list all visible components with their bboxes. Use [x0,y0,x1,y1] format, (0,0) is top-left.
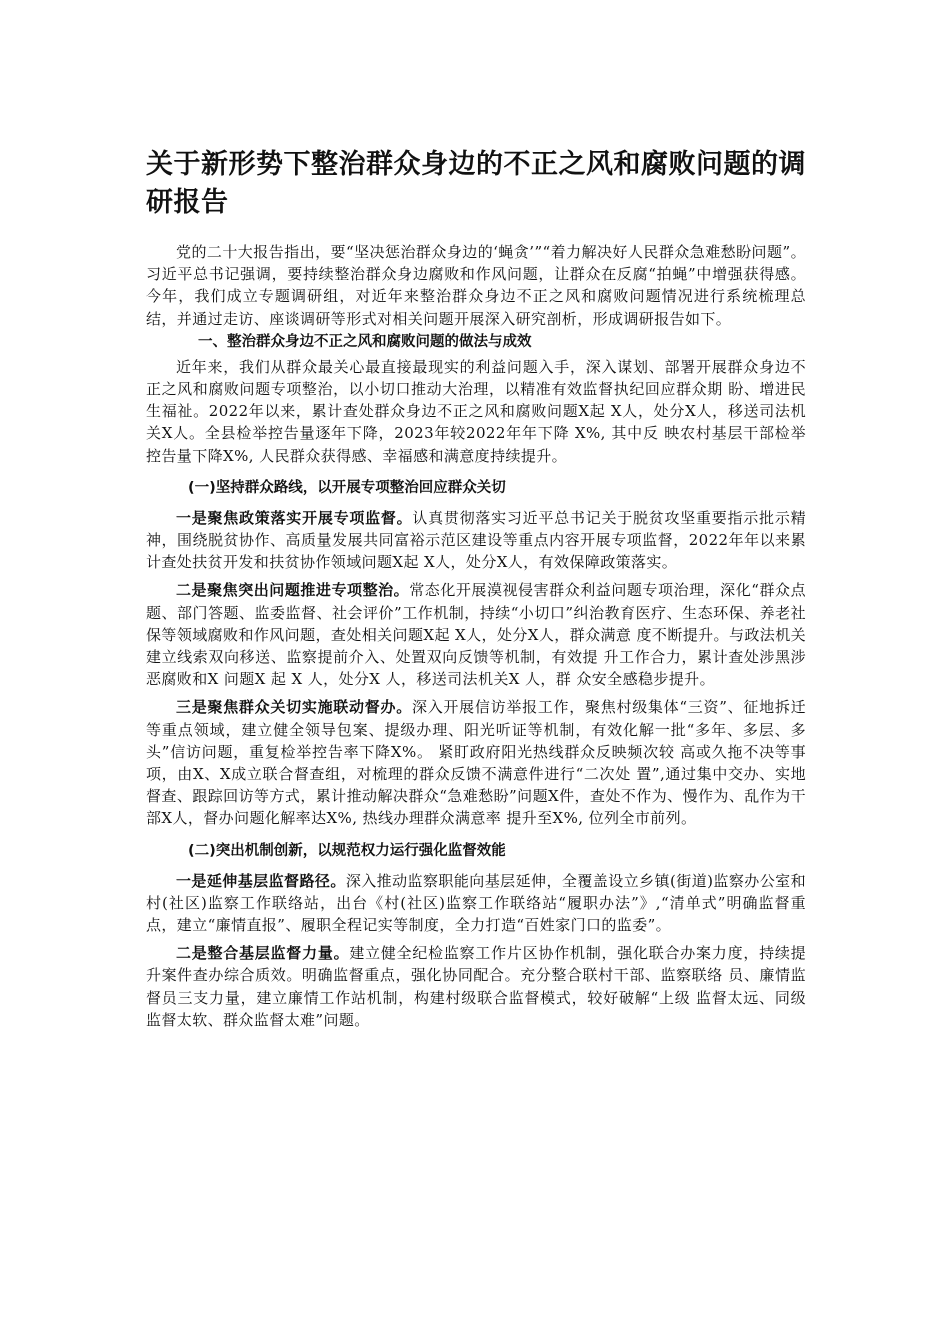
intro-paragraph: 党的二十大报告指出，要“坚决惩治群众身边的‘蝇贪’”“着力解决好人民群众急难愁盼问题”。习近平总书记强调，要持续整治群众身边腐败和作风问题，让群众在反腐“拍蝇”中增强获得感。今年，我们成立专题调研组，对近年来整治群众身边不正之风和腐败问题情况进行系统梳理总结，并通过走访、座谈调研等形式对相关问题开展深入研究剖析，形成调研报告如下。 [146,243,806,328]
document-page [146,146,806,1031]
item-text: 常态化开展漠视侵害群众利益问题专项治理，深化“群众点题、部门答题、监委监督、社会评价”工作机制，持续“小切口”纠治教育医疗、生态环保、养老社保等领域腐败和作风问题，查处相关问题X起 X人，处分X人，群众满意 度不断提升。与政法机关建立线索双向移送、监察提前介入、处置双向反馈等机制，有效提 升工作合力，累计查处涉黑涉恶腐败和X 问题X 起 X 人，处分X 人，移送司法机关X 人，群 众安全感稳步提升。 [146,581,806,689]
sub2-item-2 [146,942,806,1031]
item-text: 建立健全纪检监察工作片区协作机制，强化联合办案力度，持续提升案件查办综合质效。明确监督重点，强化协同配合。充分整合联村干部、监察联络 员、廉情监督员三支力量，建立廉情工作站机制，构建村级联合监督模式，较好破解“上级 监督太远、同级监督太软、群众监督太难”问题。 [146,944,807,1029]
item-lead: 三是聚焦群众关切实施联动督办。 [176,698,412,717]
item-lead: 二是整合基层监督力量。 [176,944,350,963]
document-title: 关于新形势下整治群众身边的不正之风和腐败问题的调研报告 [146,149,806,218]
sub1-item-2 [146,579,806,690]
item-text: 深入推动监察职能向基层延伸，全覆盖设立乡镇(街道)监察办公室和村(社区)监察工作联络站，出台《村(社区)监察工作联络站“履职办法”》,“清单式”明确监督重点，建立“廉情直报”、履职全程记实等制度，全力打造“百姓家门口的监委”。 [146,871,807,935]
section-1-paragraph: 近年来，我们从群众最关心最直接最现实的利益问题入手，深入谋划、部署开展群众身边不正之风和腐败问题专项整治，以小切口推动大治理，以精准有效监督执纪回应群众期 盼、增进民生福祉。2022年以来，累计查处群众身边不正之风和腐败问题X起 X人，处分X人，移送司法机关X人。全县检举控告量逐年下降，2023年较2022年年下降 X%, 其中反 映农村基层干部检举控告量下降X%, 人民群众获得感、幸福感和满意度持续提升。 [146,357,806,465]
subsection-heading-2: (二)突出机制创新，以规范权力运行强化监督效能 [188,842,506,859]
section-heading-1: 一、整治群众身边不正之风和腐败问题的做法与成效 [198,333,532,350]
item-text: 深入开展信访举报工作，聚焦村级集体“三资”、征地拆迁等重点领域，建立健全领导包案、提级办理、阳光听证等机制，有效化解一批“多年、多层、多头”信访问题，重复检举控告率下降X%。 紧盯政府阳光热线群众反映频次较 高或久拖不决等事项，由X、X成立联合督查组，对梳理的群众反馈不满意件进行“二次处 置”,通过集中交办、实地督查、跟踪回访等方式，累计推动解决群众“急难愁盼”问题X件，查处不作为、慢作为、乱作为干部X人，督办问题化解率达X%, 热线办理群众满意率 提升至X%, 位列全市前列。 [146,698,806,828]
item-lead: 一是聚焦政策落实开展专项监督。 [176,508,413,527]
item-lead: 二是聚焦突出问题推进专项整治。 [176,581,410,600]
subsection-heading-1: (一)坚持群众路线，以开展专项整治回应群众关切 [188,479,506,496]
item-text: 认真贯彻落实习近平总书记关于脱贫攻坚重要指示批示精神，围绕脱贫协作、高质量发展共同富裕示范区建设等重点内容开展专项监督，2022年年以来累计查处扶贫开发和扶贫协作领域问题X起 X人，处分X人，有效保障政策落实。 [146,508,806,572]
sub1-item-1 [146,507,806,574]
item-lead: 一是延伸基层监督路径。 [176,871,346,890]
sub1-item-3 [146,696,806,829]
sub2-item-1 [146,870,806,937]
